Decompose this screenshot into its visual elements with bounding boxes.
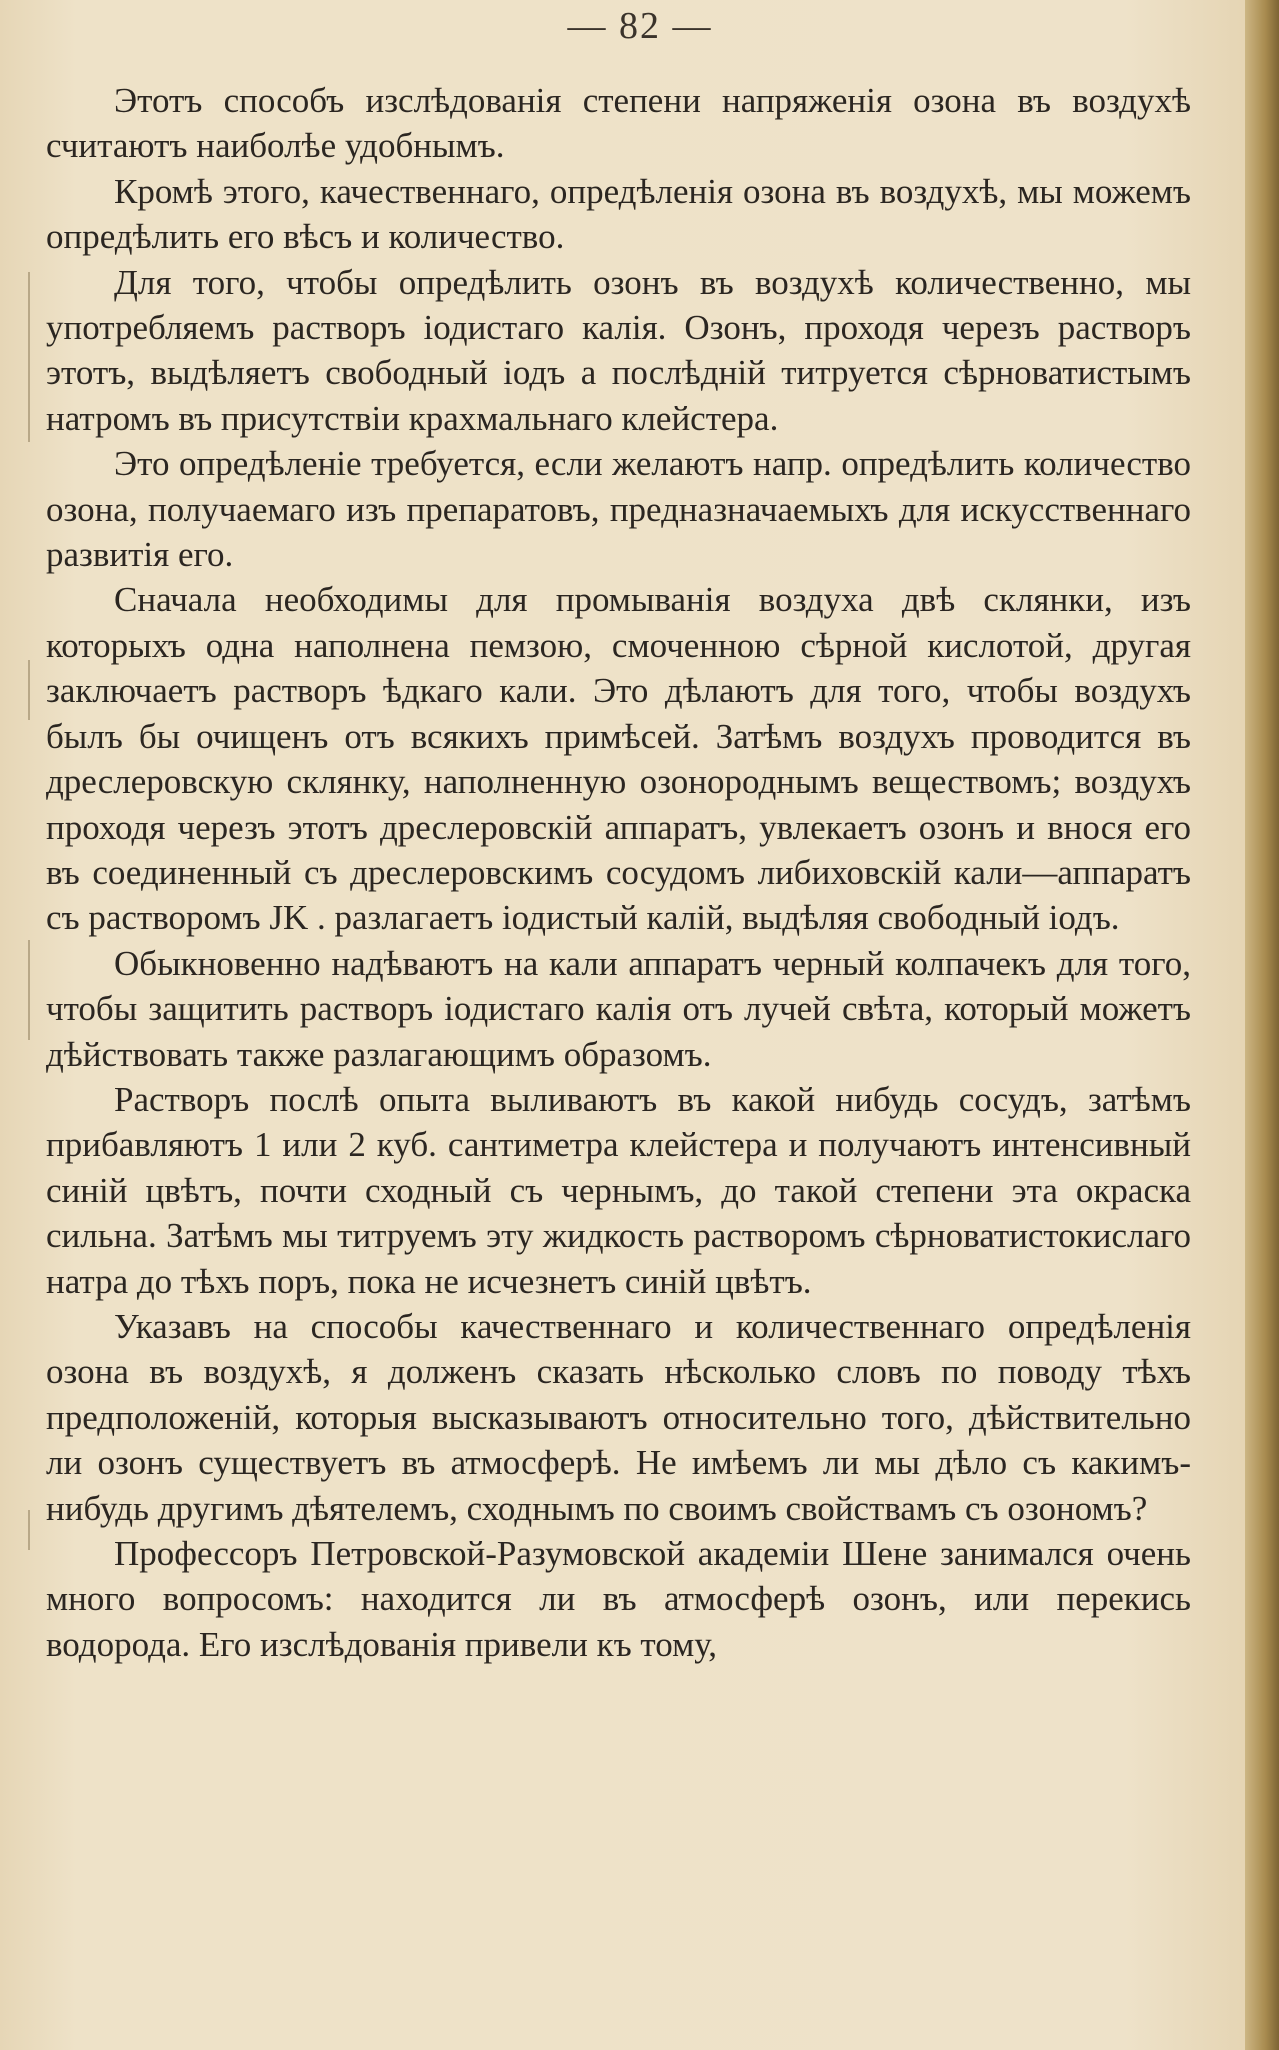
paragraph: Это опредѣленіе требуется, если желаютъ напр. опредѣлить количество озона, получаемаго изъ препаратовъ, предназначаемыхъ для искусственнаго развитія его. [46, 444, 1191, 575]
margin-mark [28, 660, 30, 720]
paragraph: Обыкновенно надѣваютъ на кали аппаратъ черный колпачекъ для того, чтобы защитить растворъ іодистаго калія отъ лучей свѣта, который можетъ дѣйствовать также разлагающимъ образомъ. [46, 943, 1191, 1074]
margin-mark [28, 940, 30, 1040]
paragraph: Этотъ способъ изслѣдованія степени напряженія озона въ воздухѣ считаютъ наиболѣе удобнымъ. [46, 81, 1191, 166]
paragraph: Указавъ на способы качественнаго и количественнаго опредѣленія озона въ воздухѣ, я долженъ сказать нѣсколько словъ по поводу тѣхъ предположеній, которыя высказываютъ относительно того, дѣйствительно ли озонъ существуетъ въ атмосферѣ. Не имѣемъ ли мы дѣло съ какимъ-нибудь другимъ дѣятелемъ, сходнымъ по своимъ свойствамъ съ озономъ? [46, 1306, 1191, 1528]
body-text [46, 78, 1191, 1667]
page-edge [1245, 0, 1279, 2050]
paragraph: Сначала необходимы для промыванія воздуха двѣ склянки, изъ которыхъ одна наполнена пемзою, смоченною сѣрной кислотой, другая заключаетъ растворъ ѣдкаго кали. Это дѣлаютъ для того, чтобы воздухъ былъ бы очищенъ отъ всякихъ примѣсей. Затѣмъ воздухъ проводится въ дреслеровскую склянку, наполненную озонороднымъ веществомъ; воздухъ проходя черезъ этотъ дреслеровскій аппаратъ, увлекаетъ озонъ и внося его въ соединенный съ дреслеровскимъ сосудомъ либиховскій кали—аппаратъ съ растворомъ JK . разлагаетъ іодистый калій, выдѣляя свободный іодъ. [46, 580, 1191, 938]
paragraph: Профессоръ Петровской-Разумовской академіи Шене занимался очень много вопросомъ: находится ли въ атмосферѣ озонъ, или перекись водорода. Его изслѣдованія привели къ тому, [46, 1534, 1191, 1664]
page-number: — 82 — [567, 5, 713, 47]
paragraph: Для того, чтобы опредѣлить озонъ въ воздухѣ количественно, мы употребляемъ растворъ іодистаго калія. Озонъ, проходя черезъ растворъ этотъ, выдѣляетъ свободный іодъ а послѣдній титруется сѣрноватистымъ натромъ въ присутствіи крахмальнаго клейстера. [46, 262, 1191, 438]
margin-mark [28, 1510, 30, 1550]
paragraph: Кромѣ этого, качественнаго, опредѣленія озона въ воздухѣ, мы можемъ опредѣлить его вѣсъ и количество. [46, 171, 1191, 257]
paragraph: Растворъ послѣ опыта выливаютъ въ какой нибудь сосудъ, затѣмъ прибавляютъ 1 или 2 куб. сантиметра клейстера и получаютъ интенсивный синій цвѣтъ, почти сходный съ чернымъ, до такой степени эта окраска сильна. Затѣмъ мы титруемъ эту жидкость растворомъ сѣрноватистокислаго натра до тѣхъ поръ, пока не исчезнетъ синій цвѣтъ. [46, 1079, 1191, 1301]
margin-mark [28, 272, 30, 442]
